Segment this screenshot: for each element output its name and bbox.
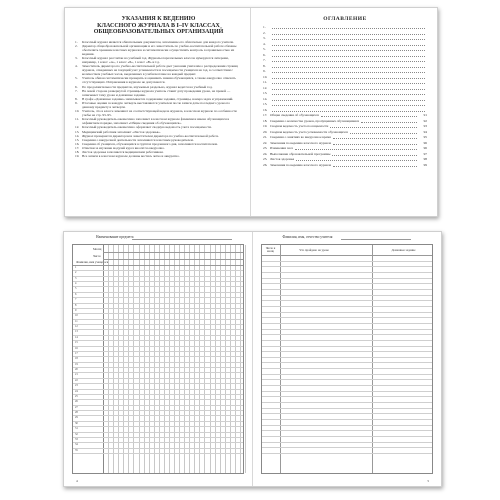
rule-item (75, 101, 242, 109)
toc-title: ОГЛАВЛЕНИЕ (323, 16, 367, 22)
topics-page (253, 232, 442, 486)
rule-text: Классный журнал является обязательным документом, заполнение его обязательно для каждого учителя. (82, 39, 234, 44)
grid-row-line (262, 453, 433, 454)
rule-text: Медицинский работник заполняет «Листок здоровья». (82, 129, 161, 134)
row-number: 23 (75, 384, 78, 388)
row-number: 18 (75, 357, 78, 361)
toc-item-text: Сведения о занятиях во внеурочное время (270, 135, 331, 139)
toc-item-page: 98 (423, 157, 427, 161)
grid-row-line (73, 303, 243, 304)
toc-item-number: 25. (263, 157, 268, 161)
rules-page (65, 8, 251, 216)
rule-number: 4. (75, 64, 78, 69)
topics-grid (261, 244, 434, 474)
toc-item-page: 92 (423, 118, 427, 123)
rule-number: 9. (75, 100, 78, 105)
grid-column-line (174, 245, 175, 473)
grid-row-line (73, 453, 243, 454)
rule-number: 1. (75, 39, 78, 44)
grid-row-line (262, 385, 433, 386)
grid-row-line (262, 323, 433, 324)
toc-dots (333, 166, 417, 167)
toc-dots (272, 83, 425, 84)
grid-column-line (184, 245, 185, 473)
toc-dots (272, 105, 425, 106)
grid-row-line (262, 312, 433, 313)
grid-row-line (73, 378, 243, 379)
grid-column-line (133, 245, 134, 473)
rule-number: 13. (75, 129, 80, 134)
grid-row-line (262, 317, 433, 318)
grid-row-line (73, 351, 243, 352)
row-number: 10 (75, 314, 78, 318)
toc-row-number: 16. (263, 107, 268, 112)
toc-item-number: 24. (263, 151, 268, 156)
row-number: 24 (75, 389, 78, 393)
rule-item (75, 76, 242, 84)
toc-dots (272, 45, 425, 46)
grid-row-line (73, 426, 243, 427)
grid-row-line (262, 289, 433, 290)
grid-row-line (262, 391, 433, 392)
grid-row-line (262, 255, 433, 256)
grid-row-line (73, 421, 243, 422)
rule-number: 17. (75, 145, 80, 150)
toc-item-number: 20. (263, 129, 268, 134)
row-number: 32 (75, 432, 78, 436)
grid-column-line (199, 245, 200, 473)
grid-row-line (262, 374, 433, 375)
toc-item-number: 18. (263, 118, 268, 123)
row-number: 22 (75, 378, 78, 382)
grid-column-line (225, 245, 226, 473)
grid-row-line (73, 292, 243, 293)
grades-spread (63, 231, 442, 487)
rule-text: Классный руководитель ежемесячно заполняет в классном журнале фамилии и имена обучающихся в алфавитном порядке, заполняет «Общие сведения об обучающихся». (82, 117, 230, 126)
grid-column-line (144, 245, 145, 473)
grid-row-line (262, 272, 433, 273)
row-number: 3 (75, 276, 77, 280)
grid-row-line (73, 276, 243, 277)
row-number: 13 (75, 330, 78, 334)
rule-item (75, 109, 242, 117)
toc-dots (296, 160, 417, 161)
grid-row-line (262, 340, 433, 341)
toc-item-number: 22. (263, 140, 268, 145)
row-number: 21 (75, 373, 78, 377)
grid-header-line (103, 259, 243, 260)
toc-dots (272, 56, 425, 57)
grid-row-line (73, 324, 243, 325)
toc-dots (272, 28, 425, 29)
rules-title-line-1: УКАЗАНИЯ К ВЕДЕНИЮ (121, 16, 196, 22)
toc-item-page: 93 (423, 124, 427, 128)
grid-row-line (73, 415, 243, 416)
rule-number: 18. (75, 150, 80, 155)
grid-row-line (73, 319, 243, 320)
grid-row-line (73, 410, 243, 411)
row-number: 29 (75, 416, 78, 420)
grid-row-line (73, 383, 243, 384)
col-homework-label: Домашнее задание (391, 248, 416, 252)
grid-row-line (73, 270, 243, 271)
rules-list (75, 40, 242, 159)
toc-item-page: 97 (423, 151, 427, 156)
grid-column-line (220, 245, 221, 473)
toc-item-text: Замечания по ведению классного журнала (270, 162, 332, 167)
grid-row-line (73, 308, 243, 309)
row-number: 35 (75, 448, 78, 452)
toc-row-number: 8. (263, 63, 266, 68)
toc-dots (272, 39, 425, 40)
toc-item-number: 21. (263, 135, 268, 139)
toc-dots (272, 61, 425, 62)
grid-column-line (113, 245, 114, 473)
row-number: 16 (75, 346, 78, 350)
grid-row-line (262, 351, 433, 352)
toc-item-text: Выполнение образовательной программы (270, 151, 331, 156)
row-number: 9 (75, 308, 77, 312)
row-number: 11 (75, 319, 78, 323)
rule-number: 5. (75, 76, 78, 81)
teacher-name-line (341, 239, 411, 240)
toc-dots (321, 116, 417, 117)
date-label: Число (93, 254, 101, 258)
grid-column-line (108, 245, 109, 473)
grid-column-line (139, 245, 140, 473)
grid-column-line (118, 245, 119, 473)
toc-item-page: 96 (423, 140, 427, 145)
grid-column-line (123, 245, 124, 473)
rule-text: Журнал проверяется директором и заместителем директора по учебно-воспитательной работе. (82, 133, 220, 138)
grid-row-line (73, 313, 243, 314)
toc-page (251, 8, 437, 216)
grid-row-line (262, 295, 433, 296)
grid-row-line (262, 447, 433, 448)
toc-dots (272, 34, 425, 35)
rule-text: По продолжительности предметов, изучаемых раздельно, журнал ведется на учебный год. (82, 84, 213, 89)
grid-row-line (73, 448, 243, 449)
rule-text: Листок здоровья заполняется медицинским работником. (82, 150, 164, 155)
rule-item (75, 64, 242, 76)
grid-column-line (215, 245, 216, 473)
grid-column-line (240, 245, 241, 473)
grid-row-line (73, 372, 243, 373)
toc-dots (272, 78, 425, 79)
row-number: 19 (75, 362, 78, 366)
toc-dots (361, 122, 417, 123)
rules-title (75, 16, 242, 36)
grid-row-line (262, 306, 433, 307)
rule-text: В графе «Домашнее задание» записывается содержание задания, страницы, номера задач и упражнений. (82, 96, 234, 101)
grid-column-line (179, 245, 180, 473)
row-number: 8 (75, 303, 77, 307)
grid-row-line (262, 425, 433, 426)
toc-dots (272, 50, 425, 51)
grid-column-line (204, 245, 205, 473)
grid-row-line (262, 419, 433, 420)
row-number: 20 (75, 368, 78, 372)
row-number: 17 (75, 351, 78, 355)
row-number: 14 (75, 335, 78, 339)
grid-row-line (262, 346, 433, 347)
grid-row-line (262, 357, 433, 358)
grid-row-line (73, 442, 243, 443)
rule-text: Заместитель директора по учебно-воспитательной работе дает указания учителям о распределении страниц журнала, отведенных на текущий учет успеваемости и посещаемости учащихся на год, в соответствии с количеством учебных часов, выделенных в учебном плане на каждый предмет. (82, 64, 238, 77)
grid-row-line (73, 394, 243, 395)
grid-row-line (262, 368, 433, 369)
grid-row-line (73, 399, 243, 400)
rule-item (75, 154, 242, 158)
toc-dots (272, 72, 425, 73)
rule-text: Классный руководитель ежемесячно оформляет сводную ведомость учета посещаемости. (82, 125, 212, 130)
toc-item-page: 94 (423, 129, 427, 134)
grid-row-line (262, 413, 433, 414)
rule-item (75, 56, 242, 64)
grid-row-line (262, 408, 433, 409)
toc-item-page: 95 (423, 135, 427, 139)
rule-number: 3. (75, 55, 78, 60)
toc-row-number: 3. (263, 36, 266, 40)
grid-column-line (169, 245, 170, 473)
toc-dots (295, 149, 417, 150)
toc-row-number: 11. (263, 80, 268, 84)
grid-column-line (189, 245, 190, 473)
toc-dots (272, 67, 425, 68)
grid-column-line (235, 245, 236, 473)
toc-item-text: Изменения часа (270, 146, 294, 150)
grid-row-line (73, 405, 243, 406)
grid-row-line (262, 396, 433, 397)
rule-number: 6. (75, 84, 78, 89)
grid-row-line (262, 278, 433, 279)
toc-item-page: 99 (423, 162, 427, 167)
grid-row-line (73, 356, 243, 357)
toc-item-text: Замечания по ведению классного журнала (270, 140, 332, 145)
toc-row-number: 2. (263, 30, 266, 35)
toc-row-number: 10. (263, 74, 268, 79)
grid-column-line (103, 245, 104, 473)
grid-row-line (73, 362, 243, 363)
row-number: 25 (75, 394, 78, 398)
toc-dots (333, 138, 417, 139)
grid-row-line (262, 334, 433, 335)
rule-text: Учитель обязан систематически проверять и оценивать знания обучающихся, а также ежеурочно отмечать отсутствующих. Исправления в журнале не допускаются. (82, 76, 236, 85)
rule-number: 7. (75, 88, 78, 93)
rule-text: Директор общеобразовательной организации и его заместитель по учебно-воспитательной работе обязаны обеспечить хранение классных журналов и систематически осуществлять контроль за правильностью их ведения. (82, 43, 237, 56)
grid-row-line (73, 335, 243, 336)
toc-item (263, 163, 427, 169)
toc-dots (332, 155, 417, 156)
toc-item-page: 91 (423, 113, 427, 117)
grid-row-line (73, 437, 243, 438)
grid-row-line (262, 266, 433, 267)
grid-header-line (103, 252, 243, 253)
row-number: 33 (75, 437, 78, 441)
toc-row-number: 14. (263, 96, 268, 101)
toc-row-number: 6. (263, 52, 266, 57)
toc-item-number: 19. (263, 124, 268, 128)
toc-item-text: Сводная ведомость учета посещаемости (270, 124, 329, 128)
toc-row-number: 12. (263, 85, 268, 90)
grid-row-line (73, 340, 243, 341)
rules-title-line-2: КЛАССНОГО ЖУРНАЛА В I–IV КЛАССАХ (97, 22, 220, 29)
rule-text: Все записи в классном журнале должны вестись четко и аккуратно. (82, 154, 180, 159)
toc-row-number: 5. (263, 47, 266, 51)
grid-column-line (230, 245, 231, 473)
row-number: 5 (75, 287, 77, 291)
row-number: 7 (75, 298, 77, 302)
rule-number: 8. (75, 96, 78, 101)
toc-dots (272, 89, 425, 90)
grid-row-line (262, 436, 433, 437)
grades-page (64, 232, 253, 486)
col-date-label: Число и месяц (265, 247, 276, 253)
page-number-right: 5 (427, 479, 429, 483)
grid-row-line (262, 430, 433, 431)
grid-row-line (262, 402, 433, 403)
grid-column-line (372, 245, 373, 473)
rule-item (75, 89, 242, 97)
grid-column-line (280, 245, 281, 473)
toc-row-number: 9. (263, 69, 266, 73)
rule-number: 14. (75, 133, 80, 138)
toc-item-text: Общие сведения об обучающихся (270, 113, 319, 117)
rule-number: 19. (75, 154, 80, 159)
toc-item-number: 26. (263, 162, 268, 167)
grid-column-line (154, 245, 155, 473)
grid-row-line (73, 389, 243, 390)
toc-row-number: 7. (263, 58, 266, 62)
rule-number: 2. (75, 43, 78, 48)
row-number: 6 (75, 292, 77, 296)
grid-row-line (73, 329, 243, 330)
grid-row-line (73, 281, 243, 282)
row-number: 31 (75, 427, 78, 431)
grid-row-line (262, 329, 433, 330)
grid-column-line (149, 245, 150, 473)
row-number: 34 (75, 443, 78, 447)
grid-row-line (262, 442, 433, 443)
toc-dots (272, 111, 425, 112)
toc-dots (330, 127, 417, 128)
toc-item-text: Сведения о количестве уроков, пропущенных обучающимися (270, 118, 359, 123)
row-number: 27 (75, 405, 78, 409)
grid-row-line (73, 297, 243, 298)
rule-text: Итоговые оценки за каждую четверть выставляются учителем после записи даты последнего урока по данному предмету в четверти. (82, 100, 230, 109)
toc-item-number: 17. (263, 113, 268, 117)
toc-item-number: 23. (263, 146, 268, 150)
toc-row-number: 1. (263, 25, 266, 29)
toc-row-number: 4. (263, 41, 266, 46)
rule-text: Учитель, что в классе заменяют на соответствующей неделе журнала, в классном журнале по особенности учебы на стр. 93–95. (82, 109, 237, 118)
grid-row-line (262, 300, 433, 301)
grid-row-line (262, 283, 433, 284)
rule-text: На левой стороне развернутой страницы журнала учитель ставит дату проведения урока, на правой — записывает тему урока и домашнее задание. (82, 88, 231, 97)
month-label: Месяц (93, 247, 102, 251)
rule-number: 10. (75, 109, 80, 114)
toc-list (263, 25, 427, 168)
col-topic-label: Что пройдено на уроке (299, 248, 329, 252)
row-number: 28 (75, 411, 78, 415)
subject-line (132, 239, 232, 240)
rule-number: 11. (75, 117, 80, 122)
grid-column-line (128, 245, 129, 473)
grades-grid (72, 244, 244, 474)
row-number: 26 (75, 400, 78, 404)
grid-row-line (262, 261, 433, 262)
rule-number: 15. (75, 137, 80, 142)
row-number: 4 (75, 282, 77, 286)
journal-rules-spread (64, 7, 438, 217)
grid-row-line (73, 432, 243, 433)
toc-item-text: Сводная ведомость учета успеваемости обучающихся (270, 129, 348, 134)
page-number-left: 4 (76, 479, 78, 483)
grid-column-line (164, 245, 165, 473)
rule-number: 12. (75, 125, 80, 130)
grid-column-line (210, 245, 211, 473)
rules-title-line-3: ОБЩЕОБРАЗОВАТЕЛЬНЫХ ОРГАНИЗАЦИЙ (93, 29, 224, 35)
grid-row-line (73, 286, 243, 287)
row-number: 15 (75, 341, 78, 345)
rule-item (75, 44, 242, 56)
rule-text: Сведения об учащихся, обучающихся в группах продленного дня, заполняются воспитателем. (82, 141, 218, 146)
grid-column-line (159, 245, 160, 473)
grid-column-line (245, 245, 246, 473)
rule-text: Сведения о внеурочной деятельности заполняются классным руководителем. (82, 137, 194, 142)
grid-row-line (262, 379, 433, 380)
grid-column-line (194, 245, 195, 473)
rule-text: Классный журнал рассчитан на учебный год. Журналы параллельных классов нумеруются литерами, например, 1 класс «А», 1 класс «Б», 1 класс «В» и т.д. (82, 55, 229, 64)
row-number: 30 (75, 421, 78, 425)
rule-number: 16. (75, 141, 80, 146)
toc-dots (333, 144, 417, 145)
grid-row-line (73, 346, 243, 347)
row-number: 2 (75, 271, 77, 275)
row-number: 1 (75, 266, 77, 269)
toc-item-page: 96 (423, 146, 427, 150)
student-name-label: Фамилия, имя учащегося (76, 260, 109, 264)
toc-dots (272, 100, 425, 101)
toc-row-number: 15. (263, 102, 268, 106)
rule-item (75, 117, 242, 125)
toc-row-number: 13. (263, 91, 268, 95)
grid-row-line (73, 367, 243, 368)
grid-header-line (73, 265, 243, 266)
toc-dots (350, 133, 417, 134)
subject-label: Наименование предмета (96, 235, 134, 239)
toc-item-text: Листок здоровья (270, 157, 295, 161)
row-number: 12 (75, 325, 78, 329)
teacher-name-label: Фамилия, имя, отчество учителя (282, 235, 333, 239)
rule-text: Отметки за изучение модулей курса вносятся ежеурочно. (82, 145, 165, 150)
grid-row-line (262, 362, 433, 363)
toc-dots (272, 94, 425, 95)
